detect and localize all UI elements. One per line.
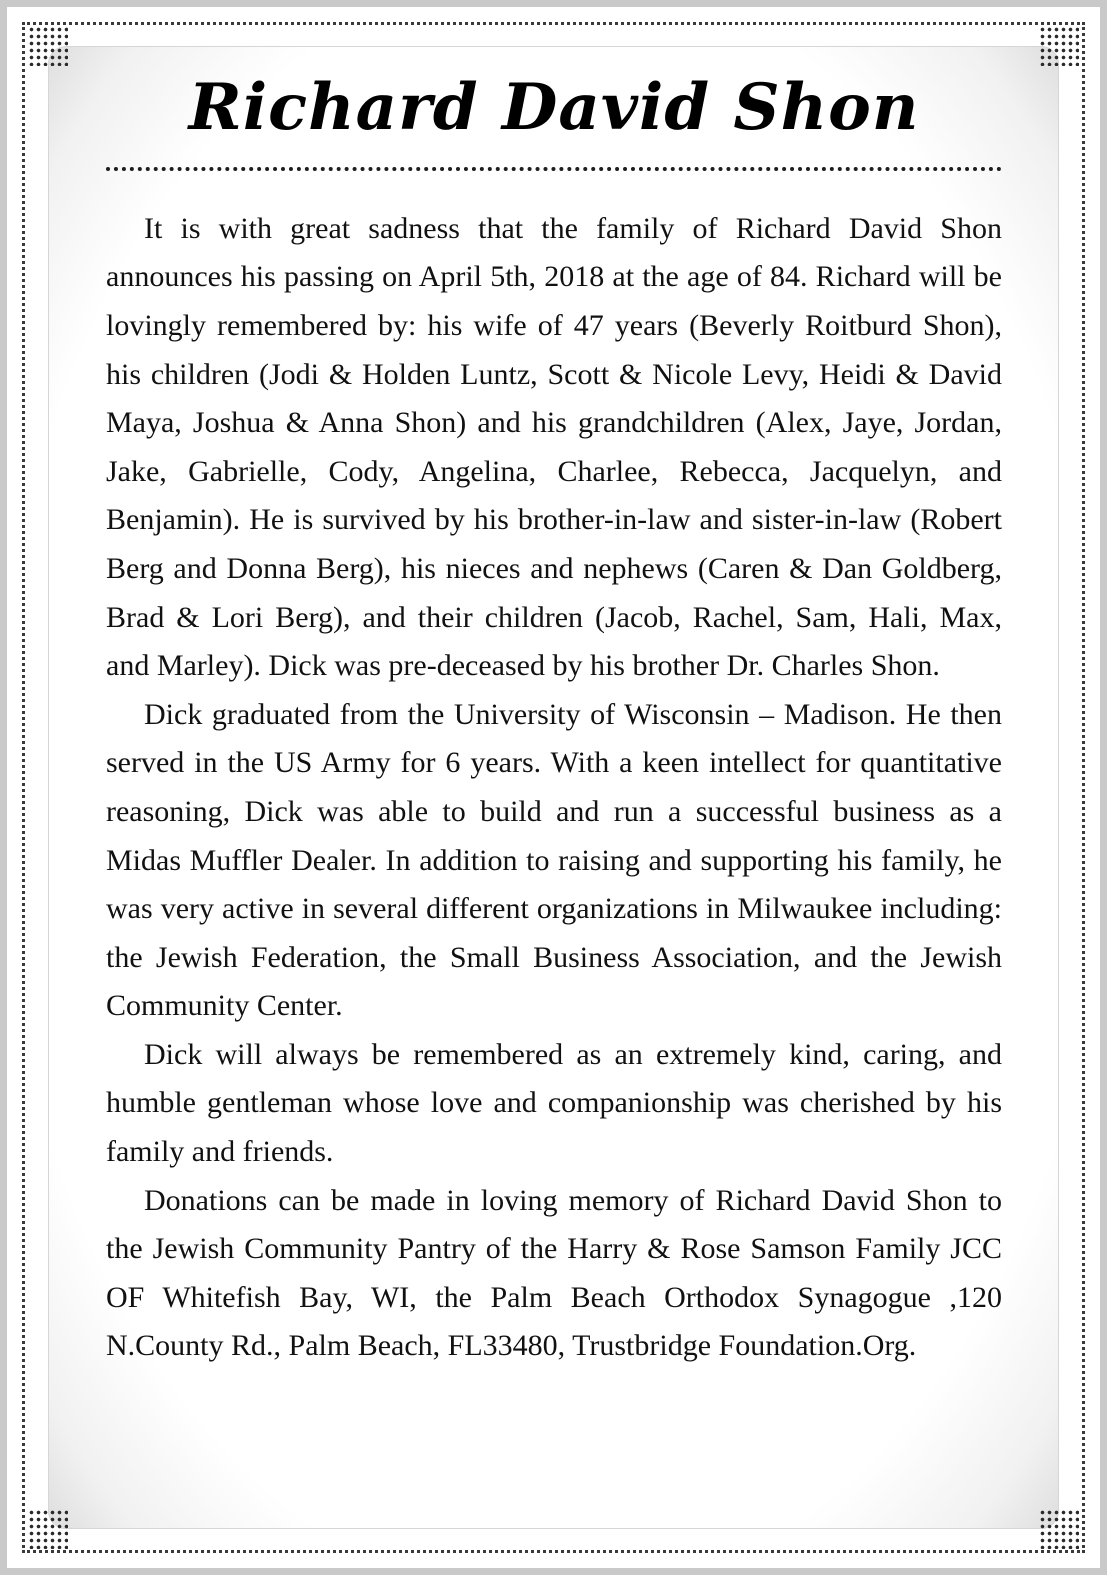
corner-ornament-bottom-right [1039,1509,1079,1549]
corner-ornament-top-right [1039,26,1079,66]
title-divider [106,167,1002,171]
paragraph-donations: Donations can be made in loving memory of Richard David Shon to the Jewish Community Pantry of the Harry & Rose Samson Family JCC OF Whitefish Bay, WI, the Palm Beach Orthodox Synagogue ,120 N.County Rd., Palm Beach, FL33480, Trustbridge Foundation.Org. [106,1183,1002,1363]
corner-ornament-bottom-left [28,1509,68,1549]
obituary-content [106,60,1002,1371]
paragraph-remembrance: Dick will always be remembered as an extremely kind, caring, and humble gentleman whose love and companionship was cherished by his family and friends. [106,1037,1002,1169]
obituary-title: Richard David Shon [188,70,920,145]
corner-ornament-top-left [28,26,68,66]
obituary-body [106,205,1002,1371]
paragraph-career: Dick graduated from the University of Wisconsin – Madison. He then served in the US Army for 6 years. With a keen intellect for quantitative reasoning, Dick was able to build and run a successful business as a Midas Muffler Dealer. In addition to raising and supporting his family, he was very active in several different organizations in Milwaukee including: the Jewish Federation, the Small Business Association, and the Jewish Community Center. [106,697,1002,1023]
paragraph-announcement: It is with great sadness that the family of Richard David Shon announces his passing on April 5th, 2018 at the age of 84. Richard will be lovingly remembered by: his wife of 47 years (Beverly Roitburd Shon), his children (Jodi & Holden Luntz, Scott & Nicole Levy, Heidi & David Maya, Joshua & Anna Shon) and his grandchildren (Alex, Jaye, Jordan, Jake, Gabrielle, Cody, Angelina, Charlee, Rebecca, Jacquelyn, and Benjamin). He is survived by his brother-in-law and sister-in-law (Robert Berg and Donna Berg), his nieces and nephews (Caren & Dan Goldberg, Brad & Lori Berg), and their children (Jacob, Rachel, Sam, Hali, Max, and Marley). Dick was pre-deceased by his brother Dr. Charles Shon. [106,211,1002,683]
